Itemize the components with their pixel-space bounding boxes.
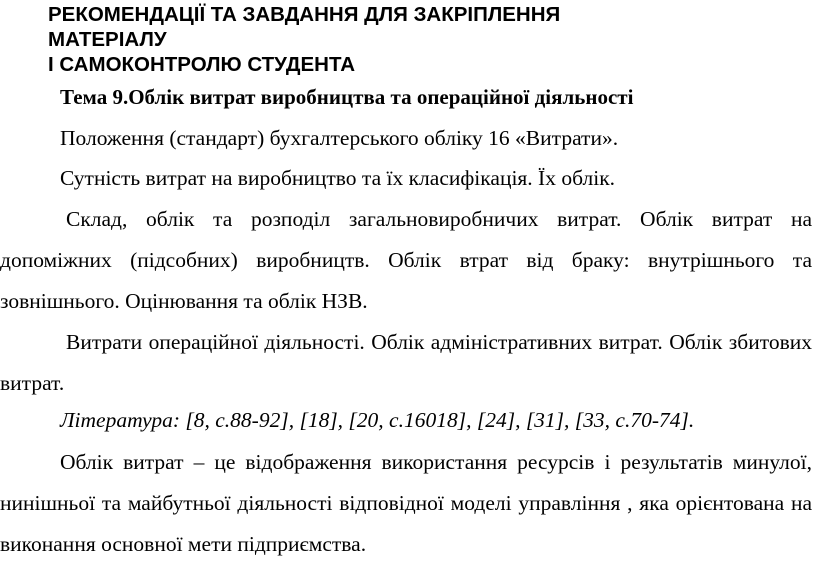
paragraph-definition: Облік витрат – це відображення використання ресурсів і результатів минулої, нинішньої та майбутньої діяльності відповідної моделі управління , яка орієнтована на виконання основної мети підприємства. [0,450,812,556]
paragraph-overhead: Склад, облік та розподіл загальновиробничих витрат. Облік витрат на допоміжних (підсобних) виробництв. Облік втрат від браку: внутрішнього та зовнішнього. Оцінювання та облік НЗВ. [0,207,812,313]
topic-title: Тема 9.Облік витрат виробництва та операційної діяльності [60,85,634,109]
heading-line: І САМОКОНТРОЛЮ СТУДЕНТА [48,53,355,76]
paragraph-essence: Сутність витрат на виробництво та їх класифікація. Їх облік. [60,166,616,190]
paragraph-operating-costs: Витрати операційної діяльності. Облік адміністративних витрат. Облік збитових витрат. [0,330,812,395]
section-heading [48,2,808,77]
literature-references: Література: [8, с.88-92], [18], [20, с.16018], [24], [31], [33, с.70-74]. [60,408,695,432]
paragraph-standard: Положення (стандарт) бухгалтерського обліку 16 «Витрати». [60,126,619,150]
heading-line: РЕКОМЕНДАЦІЇ ТА ЗАВДАННЯ ДЛЯ ЗАКРІПЛЕННЯ [48,3,561,26]
heading-line: МАТЕРІАЛУ [48,28,167,51]
